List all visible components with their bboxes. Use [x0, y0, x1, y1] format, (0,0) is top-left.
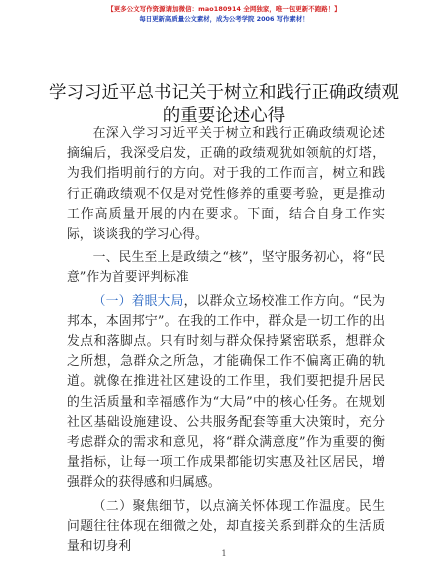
banner-line-2: 每日更新高质量公文素材，成为公考学院 2006 写作素材！	[139, 15, 309, 23]
section-heading-1: 一、民生至上是政绩之“核”，坚守服务初心，将“民意”作为首要评判标准	[67, 250, 385, 286]
intro-paragraph: 在深入学习习近平关于树立和践行正确政绩观论述摘编后，我深受启发，正确的政绩观犹如领航的灯塔，为我们指明前行的方向。对于我的工作而言，树立和践行正确政绩观不仅是对党性修养的重要考验，更是推动工作高质量开展的内在要求。下面，结合自身工作实际，谈谈我的学习心得。	[67, 126, 385, 243]
document-body	[67, 124, 385, 557]
title-line-1: 学习习近平总书记关于树立和践行正确政绩观	[49, 83, 399, 103]
paragraph-1-text: ，以群众立场校准工作方向。“民为邦本，本固邦宁”。在我的工作中，群众是一切工作的出发点和落脚点。只有时刻与群众保持紧密联系，想群众之所想，急群众之所急，才能确保工作不偏离正确的轨道。就像在推进社区建设的工作里，我们要把提升居民的生活质量和幸福感作为“大局”中的核心任务。在规划社区基础设施建设、公共服务配套等重大决策时，充分考虑群众的需求和意见，将“群众满意度”作为重要的衡量指标，让每一项工作成果都能切实惠及社区居民，增强群众的获得感和归属感。	[67, 293, 386, 491]
paragraph-2: （二）聚焦细节，以点滴关怀体现工作温度。民生问题往往体现在细微之处，却直接关系到群众的生活质量和切身利	[67, 498, 385, 555]
document-title	[0, 82, 448, 128]
paragraph-1-lead: （一）着眼大局	[92, 293, 184, 309]
page-number: 1	[221, 549, 227, 558]
paragraph-1	[67, 292, 385, 494]
banner-line-1: 【更多公文写作资源请加微信：mao180914 全网独家，唯一包更新不跑路！】	[107, 5, 341, 13]
promo-banner	[0, 4, 448, 24]
title-line-2: 的重要论述心得	[162, 106, 286, 126]
